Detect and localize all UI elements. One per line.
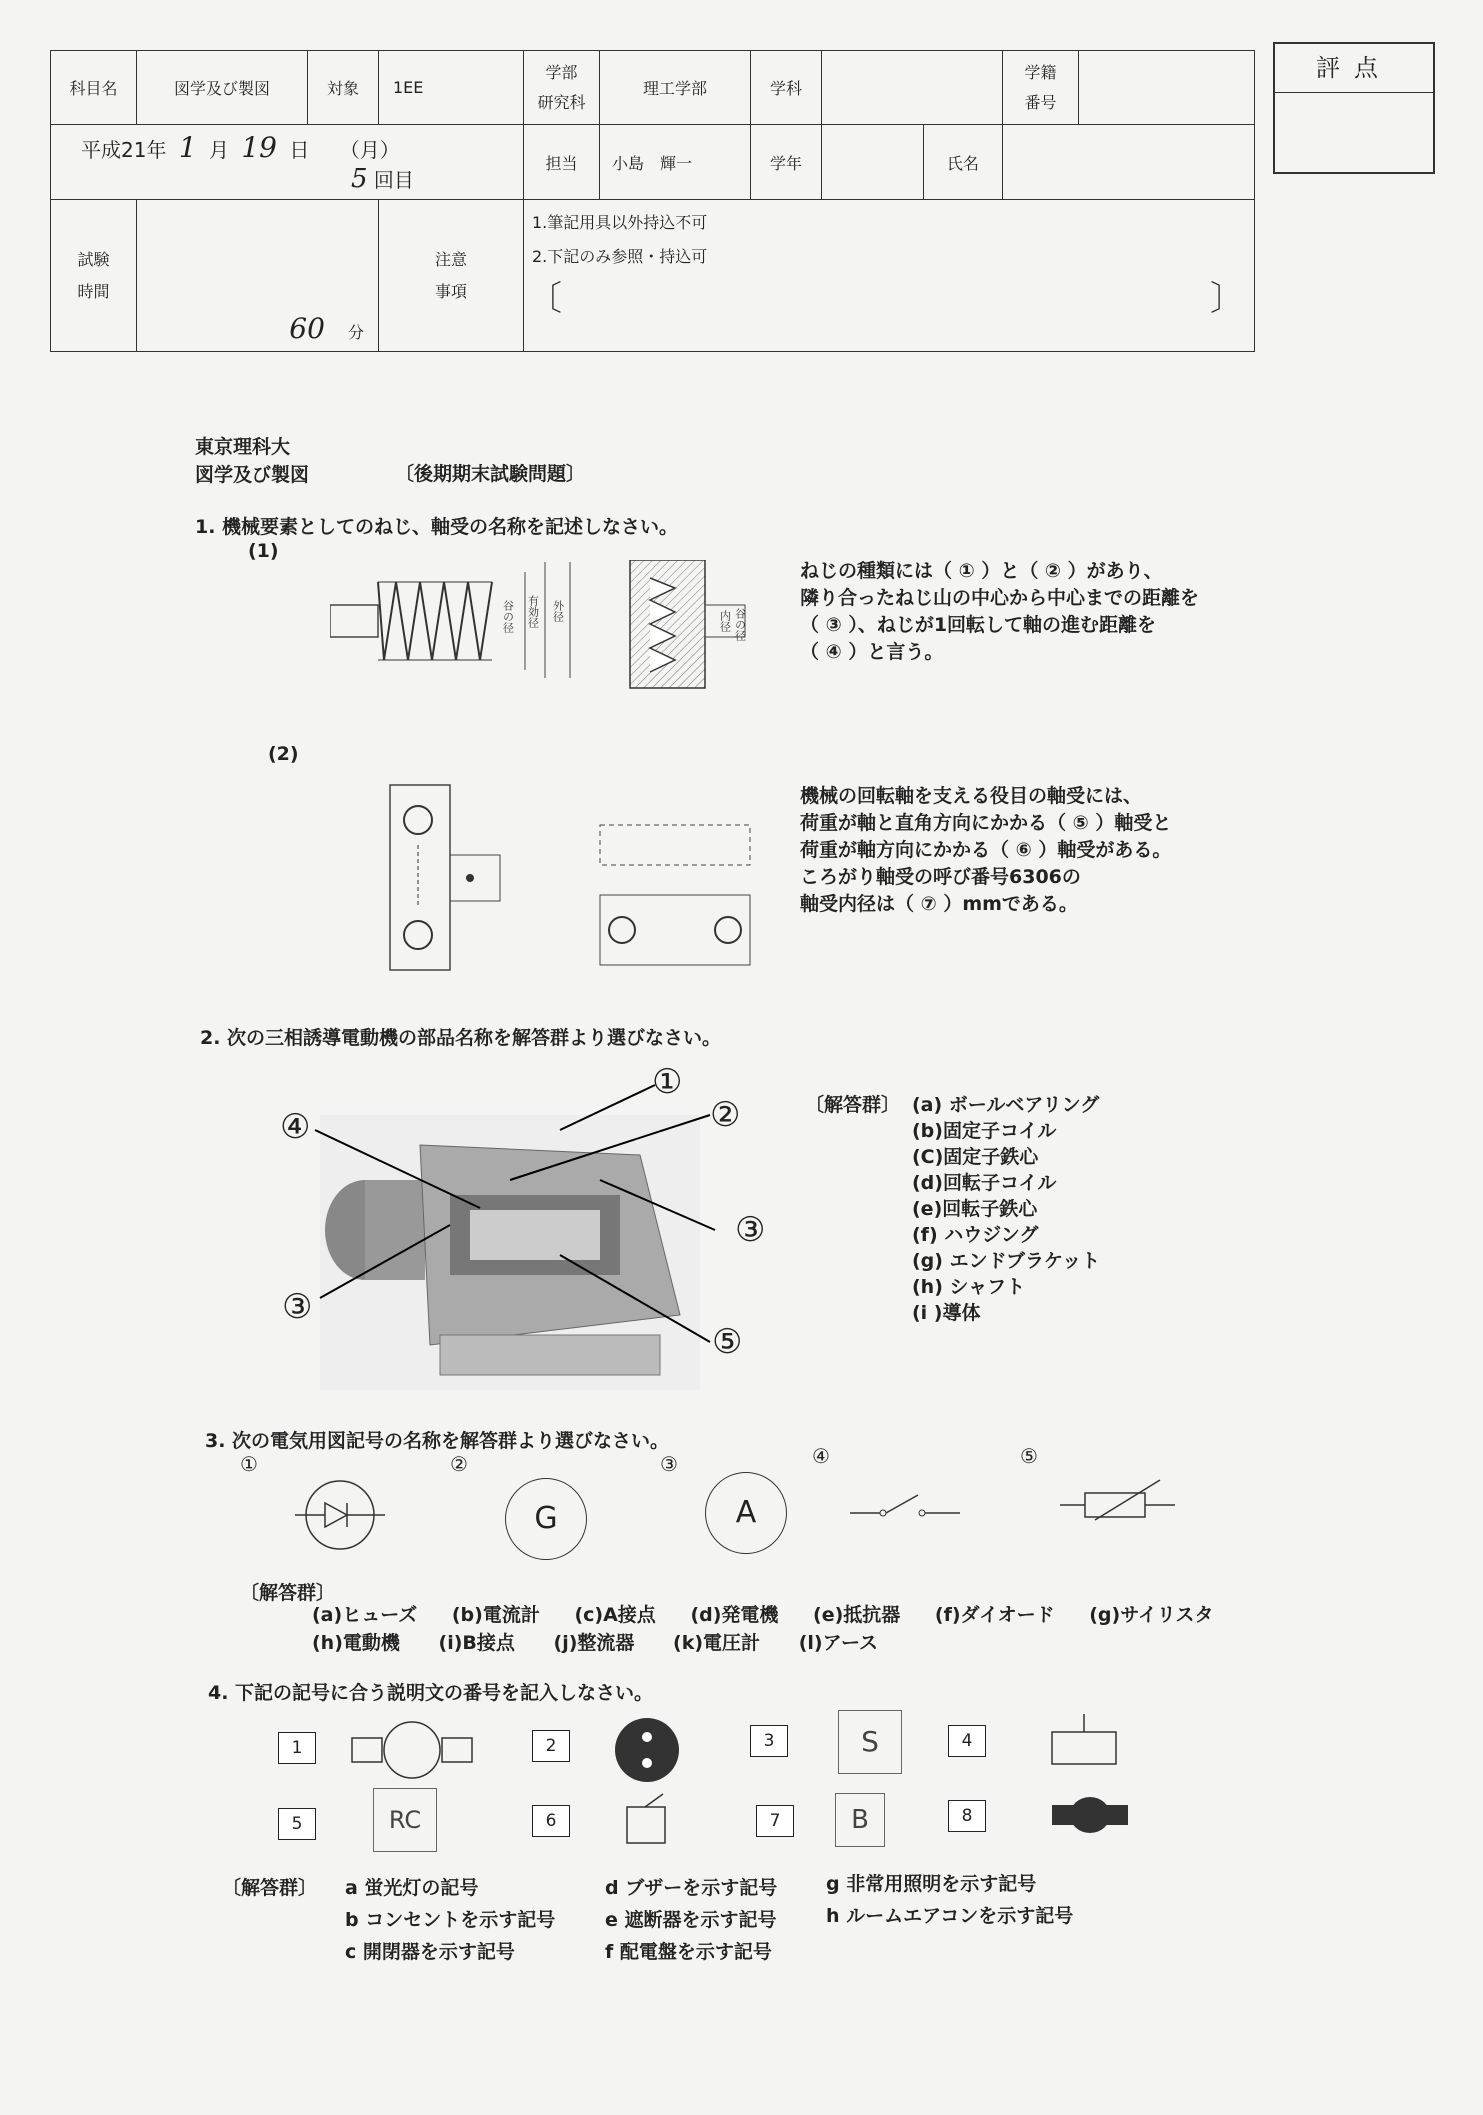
target-label: 対象 — [308, 51, 379, 125]
q3-num-2: ② — [450, 1452, 468, 1476]
target-value: 1EE — [379, 51, 524, 125]
bearing-drawing — [360, 775, 760, 985]
q4-answers-col2: d ブザーを示す記号 e 遮断器を示す記号 f 配電盤を示す記号 — [605, 1877, 778, 1963]
ammeter-symbol-icon: A — [705, 1472, 787, 1554]
buzzer-symbol-icon — [1050, 1712, 1120, 1767]
subject-label: 科目名 — [51, 51, 137, 125]
motor-marker-3a: ③ — [735, 1210, 766, 1250]
exam-date: 平成21年 1 月 19 日 （月） 5 回目 — [51, 125, 524, 200]
teacher-value: 小島 輝一 — [600, 125, 751, 200]
room-aircon-symbol-icon: RC — [373, 1788, 437, 1852]
q3-answer-title: 〔解答群〕 — [240, 1582, 336, 1604]
grade-label: 学年 — [751, 125, 822, 200]
name-label: 氏名 — [923, 125, 1002, 200]
subject-value: 図学及び製図 — [137, 51, 308, 125]
q4-answer-title: 〔解答群〕 — [222, 1877, 318, 1899]
switchgear-symbol-icon — [625, 1790, 670, 1845]
notes-content: 1.筆記用具以外持込不可 2.下記のみ参照・持込可 〔 〕 — [524, 200, 1255, 352]
dim-label-1: 谷の径 — [501, 600, 515, 633]
exam-title: 〔後期期末試験問題〕 — [395, 463, 586, 485]
q4-box-7[interactable]: 7 — [756, 1805, 794, 1837]
exam-time-value: 60 分 — [137, 200, 379, 352]
q3-answers-row1: (a)ヒューズ (b)電流計 (c)A接点 (d)発電機 (e)抵抗器 (f)ダイオード (g)サイリスタ — [312, 1604, 1214, 1626]
emergency-light-symbol-icon — [1050, 1795, 1130, 1840]
motor-marker-4: ④ — [280, 1107, 311, 1147]
q4-box-4[interactable]: 4 — [948, 1725, 986, 1757]
q4-box-6[interactable]: 6 — [532, 1805, 570, 1837]
dim-label-3: 外径 — [551, 600, 565, 622]
dim-label-4: 内径 — [718, 610, 732, 632]
q4-box-5[interactable]: 5 — [278, 1808, 316, 1840]
q3-num-1: ① — [240, 1452, 258, 1476]
department-value — [822, 51, 1003, 125]
notes-label: 注意 事項 — [379, 200, 524, 352]
score-label: 評点 — [1275, 44, 1433, 93]
q4-box-3[interactable]: 3 — [750, 1725, 788, 1757]
note-1: 1.筆記用具以外持込不可 — [532, 213, 708, 232]
q4-answers-col1: a 蛍光灯の記号 b コンセントを示す記号 c 開閉器を示す記号 — [345, 1877, 556, 1963]
motor-pointer-lines — [270, 1060, 780, 1370]
name-value — [1003, 125, 1255, 200]
outlet-symbol-icon — [612, 1715, 682, 1785]
q3-answers-row2: (h)電動機 (i)B接点 (j)整流器 (k)電圧計 (l)アース — [312, 1632, 879, 1654]
q4-heading: 4. 下記の記号に合う説明文の番号を記入しなさい。 — [208, 1682, 654, 1704]
motor-marker-1: ① — [652, 1062, 683, 1102]
q2-answer-group — [805, 1092, 900, 1118]
motor-marker-2: ② — [710, 1095, 741, 1135]
screw-thread-drawing — [330, 560, 750, 690]
q1-sub2: (2) — [268, 743, 299, 765]
motor-marker-5: ⑤ — [712, 1322, 743, 1362]
exam-time-label: 試験 時間 — [51, 200, 137, 352]
q3-num-3: ③ — [660, 1452, 678, 1476]
q2-answer-title: 〔解答群〕 — [805, 1094, 901, 1116]
student-id-label: 学籍 番号 — [1003, 51, 1079, 125]
q4-answers-col3: g 非常用照明を示す記号 h ルームエアコンを示す記号 — [826, 1873, 1074, 1927]
faculty-label: 学部 研究科 — [524, 51, 600, 125]
generator-symbol-icon: G — [505, 1478, 587, 1560]
exam-title-block — [195, 433, 309, 489]
bearing-description: 機械の回転軸を支える役目の軸受には、 荷重が軸と直角方向にかかる（ ⑤ ）軸受と 荷重が軸方向にかかる（ ⑥ ）軸受がある。 ころがり軸受の呼び番号6306の 軸受内径は（ ⑦ ）mmである。 — [800, 785, 1172, 915]
motor-marker-3b: ③ — [282, 1287, 313, 1327]
breaker-symbol-icon: B — [835, 1793, 885, 1847]
q4-box-2[interactable]: 2 — [532, 1730, 570, 1762]
course-name: 図学及び製図 — [195, 464, 310, 486]
faculty-value: 理工学部 — [600, 51, 751, 125]
q2-heading: 2. 次の三相誘導電動機の部品名称を解答群より選びなさい。 — [200, 1027, 722, 1049]
fluorescent-lamp-symbol-icon — [350, 1720, 475, 1780]
dim-label-5: 谷の径 — [733, 608, 747, 641]
student-id-value — [1079, 51, 1255, 125]
grade-value — [822, 125, 924, 200]
department-label: 学科 — [751, 51, 822, 125]
diode-symbol-icon — [295, 1475, 385, 1555]
q1-sub1: (1) — [248, 540, 279, 562]
screw-description: ねじの種類には（ ① ）と（ ② ）があり、 隣り合ったねじ山の中心から中心までの距離を （ ③ ）、ねじが1回転して軸の進む距離を （ ④ ）と言う。 — [800, 560, 1200, 663]
q4-box-8[interactable]: 8 — [948, 1800, 986, 1832]
q2-answer-list: (a) ボールベアリング (b)固定子コイル (C)固定子鉄心 (d)回転子コイル (e)回転子鉄心 (f) ハウジング (g) エンドブラケット (h) シャフト (i )導体 — [912, 1094, 1101, 1324]
exam-header-table — [50, 50, 1255, 352]
q3-num-4: ④ — [812, 1444, 830, 1468]
dim-label-2: 有効径 — [526, 595, 540, 628]
switch-symbol-icon: S — [838, 1710, 902, 1774]
q3-heading: 3. 次の電気用図記号の名称を解答群より選びなさい。 — [205, 1430, 670, 1452]
q1-heading: 1. 機械要素としてのねじ、軸受の名称を記述しなさい。 — [195, 516, 679, 538]
note-2: 2.下記のみ参照・持込可 — [532, 247, 708, 266]
score-box — [1273, 42, 1435, 174]
a-contact-symbol-icon — [850, 1485, 960, 1525]
q3-num-5: ⑤ — [1020, 1444, 1038, 1468]
q4-box-1[interactable]: 1 — [278, 1732, 316, 1764]
thyristor-symbol-icon — [1060, 1475, 1175, 1525]
teacher-label: 担当 — [524, 125, 600, 200]
school-name: 東京理科大 — [195, 436, 291, 458]
